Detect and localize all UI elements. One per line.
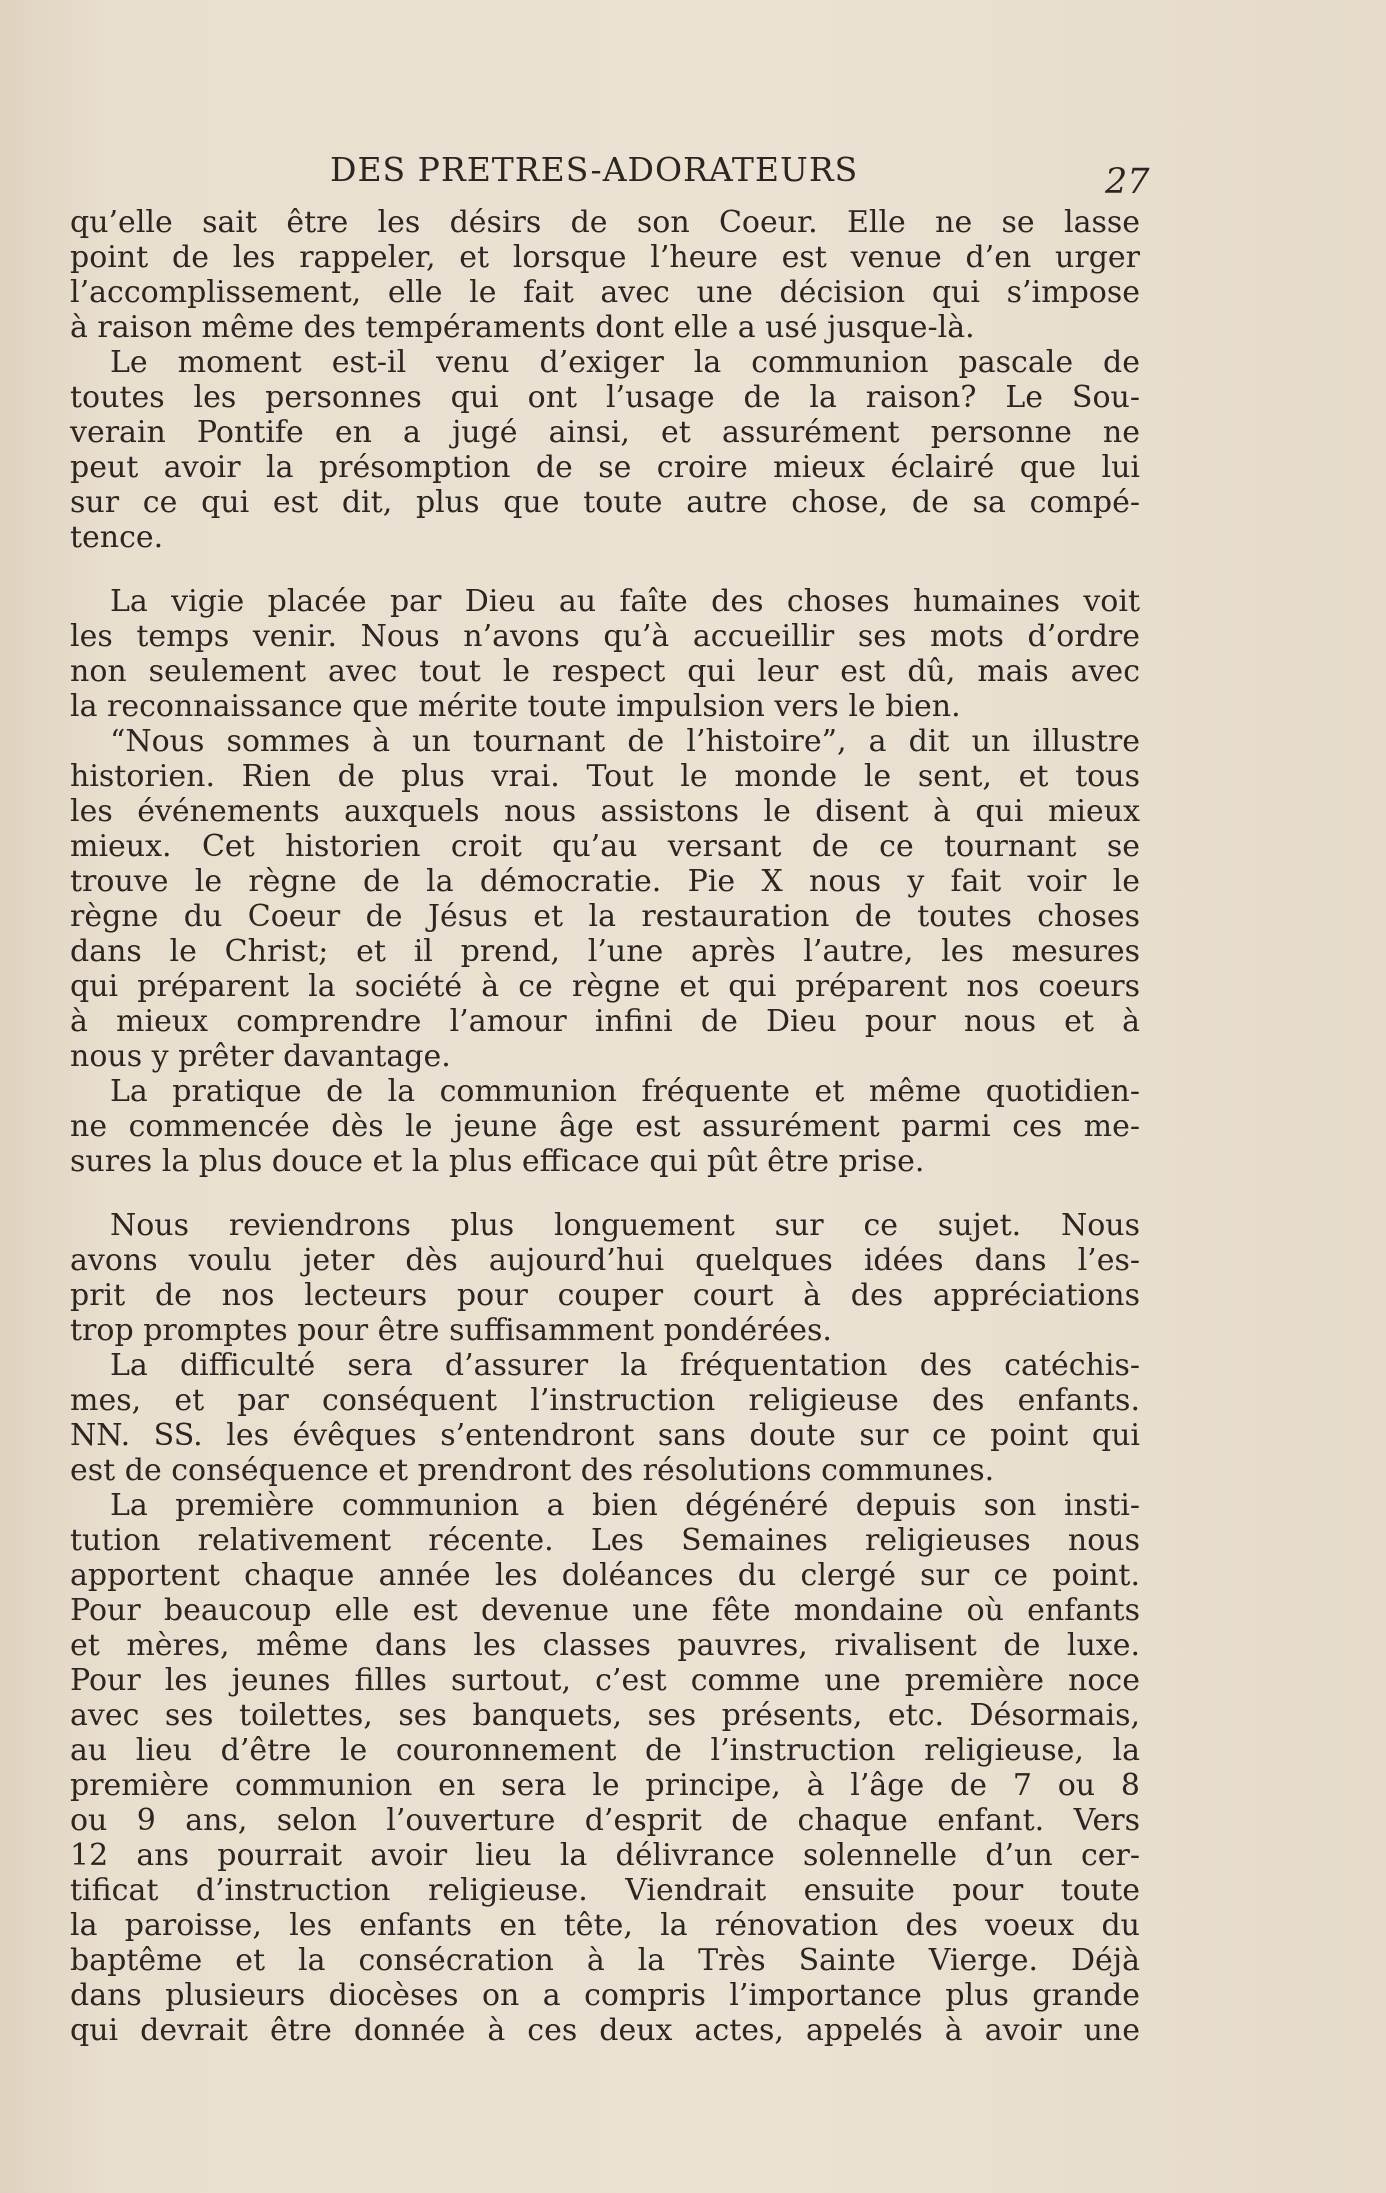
- text-line: au lieu d’être le couronnement de l’instruction religieuse, la: [70, 1733, 1140, 1768]
- text-line: trop promptes pour être suffisamment pondérées.: [70, 1313, 832, 1348]
- text-line: prit de nos lecteurs pour couper court à des appréciations: [70, 1278, 1140, 1313]
- text-line: l’accomplissement, elle le fait avec une décision qui s’impose: [70, 275, 1140, 310]
- text-line: non seulement avec tout le respect qui leur est dû, mais avec: [70, 654, 1140, 689]
- text-line: à raison même des tempéraments dont elle a usé jusque-là.: [70, 310, 975, 345]
- text-line: NN. SS. les évêques s’entendront sans doute sur ce point qui: [70, 1418, 1140, 1453]
- text-line: “Nous sommes à un tournant de l’histoire”, a dit un illustre: [110, 724, 1140, 759]
- text-line: tution relativement récente. Les Semaines religieuses nous: [70, 1523, 1140, 1558]
- text-line: les temps venir. Nous n’avons qu’à accueillir ses mots d’ordre: [70, 619, 1140, 654]
- text-line: toutes les personnes qui ont l’usage de la raison? Le Sou-: [70, 380, 1140, 415]
- text-line: règne du Coeur de Jésus et la restauration de toutes choses: [70, 899, 1140, 934]
- text-line: mieux. Cet historien croit qu’au versant de ce tournant se: [70, 829, 1140, 864]
- text-line: la reconnaissance que mérite toute impulsion vers le bien.: [70, 689, 961, 724]
- body-text: [70, 205, 1140, 2048]
- text-line: dans le Christ; et il prend, l’une après l’autre, les mesures: [70, 934, 1140, 969]
- text-line: tence.: [70, 520, 164, 555]
- text-line: Nous reviendrons plus longuement sur ce sujet. Nous: [110, 1208, 1140, 1243]
- text-line: avec ses toilettes, ses banquets, ses présents, etc. Désormais,: [70, 1698, 1140, 1733]
- text-line: apportent chaque année les doléances du clergé sur ce point.: [70, 1558, 1140, 1593]
- text-line: peut avoir la présomption de se croire mieux éclairé que lui: [70, 450, 1140, 485]
- text-line: Pour beaucoup elle est devenue une fête mondaine où enfants: [70, 1593, 1140, 1628]
- text-line: sur ce qui est dit, plus que toute autre chose, de sa compé-: [70, 485, 1140, 520]
- text-line: nous y prêter davantage.: [70, 1039, 451, 1074]
- text-line: ne commencée dès le jeune âge est assurément parmi ces me-: [70, 1109, 1140, 1144]
- text-line: la paroisse, les enfants en tête, la rénovation des voeux du: [70, 1908, 1140, 1943]
- page-number: 27: [1105, 162, 1150, 202]
- text-line: tificat d’instruction religieuse. Viendrait ensuite pour toute: [70, 1873, 1140, 1908]
- text-line: La difficulté sera d’assurer la fréquentation des catéchis-: [110, 1348, 1140, 1383]
- text-line: ou 9 ans, selon l’ouverture d’esprit de chaque enfant. Vers: [70, 1803, 1140, 1838]
- text-line: sures la plus douce et la plus efficace qui pût être prise.: [70, 1144, 925, 1179]
- text-line: est de conséquence et prendront des résolutions communes.: [70, 1453, 995, 1488]
- text-line: et mères, même dans les classes pauvres, rivalisent de luxe.: [70, 1628, 1140, 1663]
- text-line: à mieux comprendre l’amour infini de Dieu pour nous et à: [70, 1004, 1140, 1039]
- text-line: première communion en sera le principe, à l’âge de 7 ou 8: [70, 1768, 1140, 1803]
- text-line: La première communion a bien dégénéré depuis son insti-: [110, 1488, 1140, 1523]
- text-line: qui préparent la société à ce règne et qui préparent nos coeurs: [70, 969, 1140, 1004]
- text-line: les événements auxquels nous assistons le disent à qui mieux: [70, 794, 1140, 829]
- text-line: historien. Rien de plus vrai. Tout le monde le sent, et tous: [70, 759, 1140, 794]
- text-line: trouve le règne de la démocratie. Pie X nous y fait voir le: [70, 864, 1140, 899]
- text-line: verain Pontife en a jugé ainsi, et assurément personne ne: [70, 415, 1140, 450]
- text-line: 12 ans pourrait avoir lieu la délivrance solennelle d’un cer-: [70, 1838, 1140, 1873]
- text-line: mes, et par conséquent l’instruction religieuse des enfants.: [70, 1383, 1140, 1418]
- text-line: La pratique de la communion fréquente et même quotidien-: [110, 1074, 1140, 1109]
- text-line: Le moment est-il venu d’exiger la communion pascale de: [110, 345, 1140, 380]
- text-line: avons voulu jeter dès aujourd’hui quelques idées dans l’es-: [70, 1243, 1140, 1278]
- text-line: qu’elle sait être les désirs de son Coeur. Elle ne se lasse: [70, 205, 1140, 240]
- text-line: qui devrait être donnée à ces deux actes, appelés à avoir une: [70, 2013, 1140, 2048]
- text-line: baptême et la consécration à la Très Sainte Vierge. Déjà: [70, 1943, 1140, 1978]
- running-head: DES PRETRES-ADORATEURS: [330, 150, 859, 189]
- text-line: point de les rappeler, et lorsque l’heure est venue d’en urger: [70, 240, 1140, 275]
- text-line: La vigie placée par Dieu au faîte des choses humaines voit: [110, 584, 1140, 619]
- text-line: dans plusieurs diocèses on a compris l’importance plus grande: [70, 1978, 1140, 2013]
- text-line: Pour les jeunes filles surtout, c’est comme une première noce: [70, 1663, 1140, 1698]
